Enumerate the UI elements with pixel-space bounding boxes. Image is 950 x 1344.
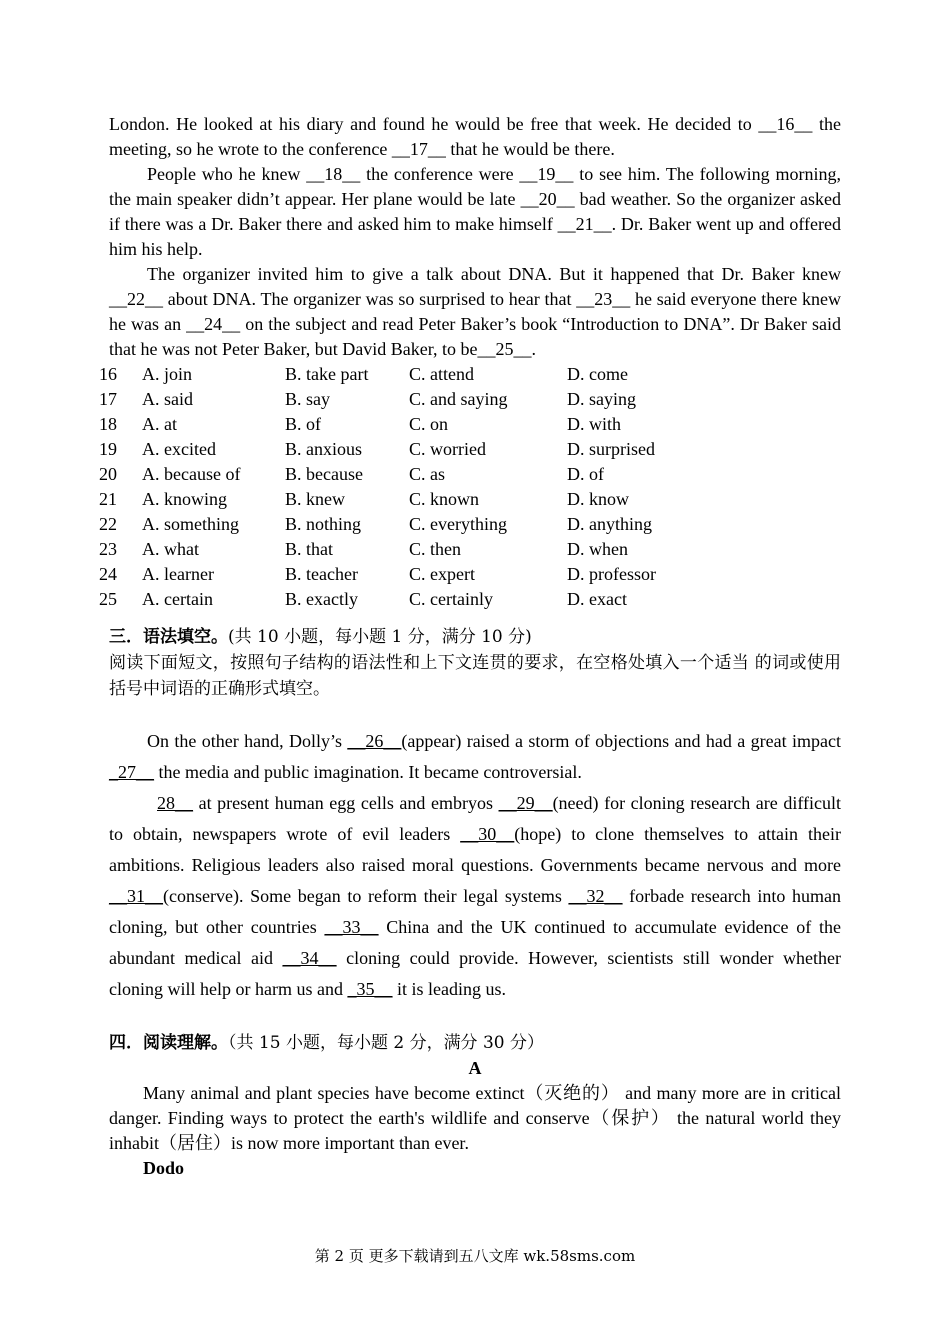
part-label: A — [468, 1058, 482, 1078]
option-b: B. take part — [285, 364, 369, 384]
question-number: 23 — [99, 539, 117, 559]
option-c: C. certainly — [409, 589, 493, 609]
section-3-title: 三．语法填空。 — [109, 627, 228, 647]
reading-subheading: Dodo — [143, 1158, 185, 1178]
text-run: at present human egg cells and embryos — [193, 793, 499, 813]
option-d: D. of — [567, 464, 604, 484]
option-a: A. said — [142, 389, 193, 409]
section-3-header — [109, 624, 841, 650]
option-a: A. something — [142, 514, 239, 534]
option-a: A. what — [142, 539, 199, 559]
reading-intro: Many animal and plant species have become extinct（灭绝的） and many more are in critical danger. Finding ways to protect the earth's wildlife and conserve（保护） the natural world they inhabit（居住）is now more important than ever. — [109, 1083, 841, 1153]
option-b: B. anxious — [285, 439, 363, 459]
passage-paragraph-1: London. He looked at his diary and found he would be free that week. He decided to __16__ the meeting, so he wrote to the conference __17__ that he would be there. — [109, 114, 841, 159]
section-4-score: （共 15 小题，每小题 2 分，满分 30 分） — [228, 1033, 545, 1053]
option-b: B. of — [285, 414, 321, 434]
blank-35: _35__ — [347, 979, 393, 999]
reading-passage-a — [109, 1056, 841, 1181]
option-row — [99, 512, 717, 537]
option-c: C. on — [409, 414, 449, 434]
option-c: C. expert — [409, 564, 475, 584]
option-c: C. then — [409, 539, 461, 559]
section-4-header — [109, 1030, 841, 1056]
blank-30: __30__ — [460, 824, 515, 844]
option-c: C. known — [409, 489, 480, 509]
page-footer: 第 2 页 更多下载请到五八文库 wk.58sms.com — [314, 1247, 636, 1265]
cloze-passage — [109, 112, 841, 362]
option-a: A. because of — [142, 464, 241, 484]
question-number: 18 — [99, 414, 117, 434]
option-row — [99, 462, 717, 487]
question-number: 17 — [99, 389, 117, 409]
option-c: C. as — [409, 464, 445, 484]
question-number: 25 — [99, 589, 117, 609]
blank-31: __31__ — [109, 886, 163, 906]
text-run: it is leading us. — [392, 979, 506, 999]
option-row — [99, 487, 717, 512]
option-d: D. professor — [567, 564, 656, 584]
option-row — [99, 537, 717, 562]
option-b: B. because — [285, 464, 363, 484]
question-number: 21 — [99, 489, 117, 509]
option-d: D. exact — [567, 589, 627, 609]
option-a: A. certain — [142, 589, 213, 609]
question-number: 24 — [99, 564, 117, 584]
option-a: A. learner — [142, 564, 214, 584]
option-b: B. say — [285, 389, 330, 409]
option-row — [99, 362, 717, 387]
option-a: A. at — [142, 414, 177, 434]
blank-26: __26__ — [347, 731, 402, 751]
option-d: D. when — [567, 539, 628, 559]
option-d: D. anything — [567, 514, 652, 534]
blank-34: __34__ — [282, 948, 337, 968]
section-3-score: (共 10 小题，每小题 1 分，满分 10 分) — [228, 627, 532, 647]
option-c: C. attend — [409, 364, 474, 384]
option-row — [99, 562, 717, 587]
text-run: (appear) raised a storm of objections and had a great impact — [401, 731, 841, 751]
option-b: B. exactly — [285, 589, 358, 609]
option-b: B. teacher — [285, 564, 358, 584]
option-a: A. excited — [142, 439, 216, 459]
passage-paragraph-2: People who he knew __18__ the conference were __19__ to see him. The following morning, the main speaker didn’t appear. Her plane would be late __20__ bad weather. So the organizer asked if there was a Dr. Baker there and asked him to make himself __21__. Dr. Baker went up and offered him his help. — [109, 164, 841, 259]
text-run: (hope) to clone themselves to attain their ambitions. Religious leaders also raised moral questions. Governments became nervous and more — [109, 824, 841, 875]
option-d: D. come — [567, 364, 628, 384]
option-b: B. knew — [285, 489, 345, 509]
text-run: (conserve). Some began to reform their legal systems — [163, 886, 569, 906]
grammar-paragraph-1 — [109, 726, 841, 788]
option-d: D. surprised — [567, 439, 655, 459]
blank-28: 28__ — [157, 793, 193, 813]
question-number: 20 — [99, 464, 117, 484]
document-page — [99, 112, 841, 1181]
option-c: C. everything — [409, 514, 507, 534]
blank-32: __32__ — [568, 886, 623, 906]
question-number: 16 — [99, 364, 117, 384]
text-run: cloning could provide. However, scientists still wonder whether cloning will help or harm us and — [109, 948, 841, 999]
option-a: A. knowing — [142, 489, 227, 509]
option-d: D. saying — [567, 389, 636, 409]
option-row — [99, 412, 717, 437]
option-b: B. nothing — [285, 514, 362, 534]
option-c: C. and saying — [409, 389, 508, 409]
text-run: (need) for cloning research are difficult to obtain, newspapers wrote of evil leaders — [109, 793, 841, 844]
option-row — [99, 587, 717, 612]
passage-paragraph-3: The organizer invited him to give a talk about DNA. But it happened that Dr. Baker knew __22__ about DNA. The organizer was so surprised to hear that __23__ he said everyone there knew he was an __24__ on the subject and read Peter Baker’s book “Introduction to DNA”. Dr Baker said that he was not Peter Baker, but David Baker, to be__25__. — [109, 264, 841, 359]
option-d: D. know — [567, 489, 629, 509]
text-run: the media and public imagination. It became controversial. — [154, 762, 582, 782]
grammar-fill-passage — [109, 726, 841, 1005]
text-run: forbade research into human cloning, but other countries — [109, 886, 841, 937]
section-3-instructions: 阅读下面短文，按照句子结构的语法性和上下文连贯的要求，在空格处填入一个适当 的词或使用括号中词语的正确形式填空。 — [109, 653, 841, 699]
option-b: B. that — [285, 539, 333, 559]
question-number: 22 — [99, 514, 117, 534]
text-run: On the other hand, Dolly’s — [147, 731, 348, 751]
option-c: C. worried — [409, 439, 486, 459]
blank-29: __29__ — [498, 793, 553, 813]
blank-33: __33__ — [324, 917, 379, 937]
option-row — [99, 437, 717, 462]
text-run: China and the UK continued to accumulate evidence of the abundant medical aid — [109, 917, 841, 968]
option-d: D. with — [567, 414, 621, 434]
section-4-title: 四．阅读理解。 — [109, 1033, 228, 1053]
grammar-paragraph-2 — [109, 788, 841, 1005]
cloze-options-table — [99, 362, 717, 612]
option-row — [99, 387, 717, 412]
question-number: 19 — [99, 439, 117, 459]
blank-27: _27__ — [109, 762, 154, 782]
option-a: A. join — [142, 364, 193, 384]
